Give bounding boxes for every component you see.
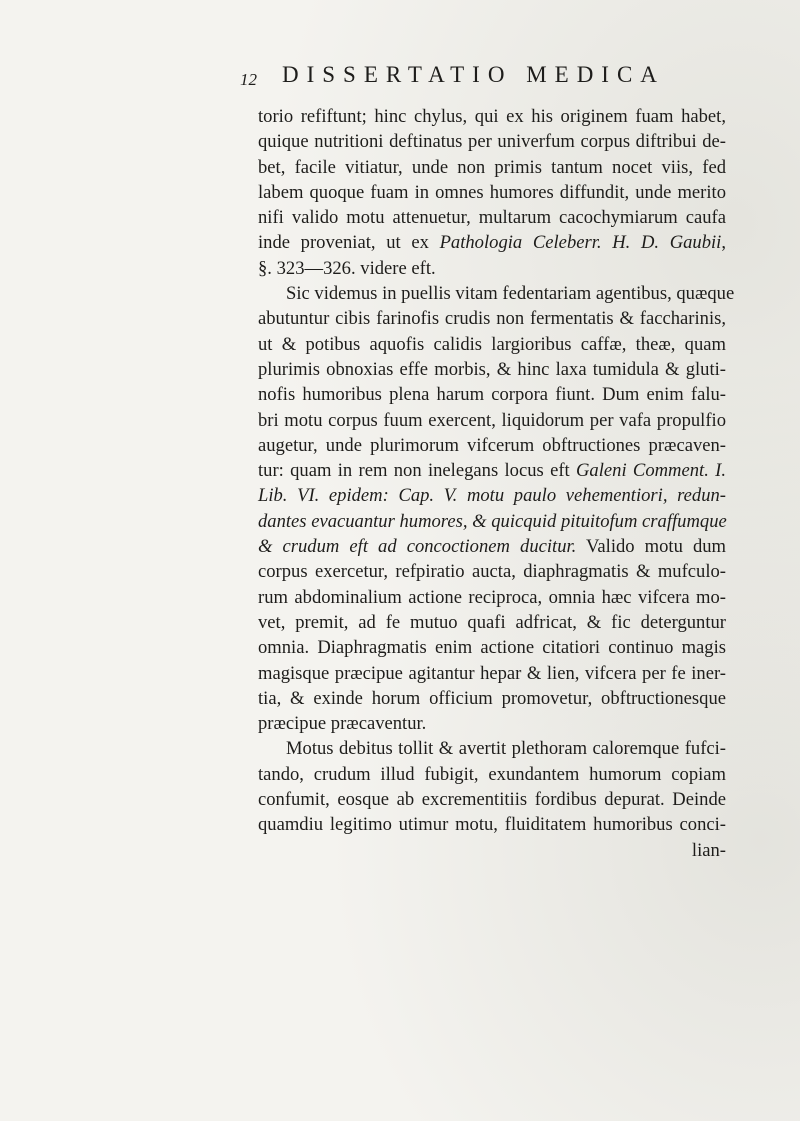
text-segment: labem quoque fuam in omnes humores diffundit, unde merito [258, 181, 726, 203]
text-line [258, 509, 726, 534]
text-line [258, 559, 726, 584]
text-line [258, 256, 726, 281]
text-segment: bet, facile vitiatur, unde non primis tantum nocet viis, fed [258, 156, 726, 178]
text-segment: augetur, unde plurimorum vifcerum obftructiones præcaven- [258, 434, 726, 456]
text-line [258, 534, 726, 559]
text-segment: bri motu corpus fuum exercent, liquidorum per vafa propulfio [258, 409, 726, 431]
text-line [258, 762, 726, 787]
text-segment: corpus exercetur, refpiratio aucta, diaphragmatis & mufculo- [258, 561, 726, 583]
text-line [258, 180, 726, 205]
text-line [258, 306, 726, 331]
text-line [258, 610, 726, 635]
text-line [258, 711, 726, 736]
text-segment: abutuntur cibis farinofis crudis non fermentatis & faccharinis, [258, 308, 726, 330]
text-segment: præcipue præcaventur. [258, 713, 427, 735]
running-title: DISSERTATIO MEDICA [282, 62, 665, 87]
text-line [258, 332, 726, 357]
text-line [258, 382, 726, 407]
text-segment: quamdiu legitimo utimur motu, fluiditatem humoribus conci- [258, 814, 726, 836]
text-segment: inde proveniat, ut ex [258, 232, 440, 254]
text-line [258, 686, 726, 711]
text-segment: magisque præcipue agitantur hepar & lien, vifcera per fe iner- [258, 662, 726, 684]
text-segment: confumit, eosque ab excrementitiis fordibus depurat. Deinde [258, 789, 726, 811]
text-segment: ut & potibus aquofis calidis largioribus caffæ, theæ, quam [258, 333, 726, 355]
page-header [240, 62, 760, 102]
page-number: 12 [240, 70, 257, 89]
text-line [258, 838, 726, 863]
text-segment: torio refiftunt; hinc chylus, qui ex his originem fuam habet, [258, 106, 726, 127]
text-line [258, 155, 726, 180]
italic-text: Lib. VI. epidem: Cap. V. motu paulo vehementiori, redun- [258, 485, 726, 507]
text-segment: quique nutritioni deftinatus per univerfum corpus diftribui de- [258, 131, 726, 153]
text-segment: lian- [691, 839, 726, 861]
text-line [258, 661, 726, 686]
text-segment: Sic videmus in puellis vitam fedentariam agentibus, quæque [286, 283, 735, 305]
text-line [258, 408, 726, 433]
text-line [258, 635, 726, 660]
text-line [258, 812, 726, 837]
text-segment: rum abdominalium actione reciproca, omnia hæc vifcera mo- [258, 586, 726, 608]
text-segment: nofis humoribus plena harum corpora fiunt. Dum enim falu- [258, 384, 726, 406]
text-segment: omnia. Diaphragmatis enim actione citatiori continuo magis [258, 637, 726, 659]
text-line [258, 357, 726, 382]
text-segment: tur: quam in rem non inelegans locus eft [258, 460, 576, 482]
text-line [258, 205, 726, 230]
italic-text: & crudum eft ad concoctionem ducitur. [258, 536, 577, 558]
text-segment: tando, crudum illud fubigit, exundantem humorum copiam [258, 763, 726, 785]
text-line [258, 433, 726, 458]
text-segment: , [721, 232, 727, 254]
text-line [258, 281, 735, 306]
text-line [258, 736, 726, 761]
text-segment: §. 323—326. videre eft. [258, 257, 436, 279]
text-line [258, 787, 726, 812]
body-text [258, 104, 735, 863]
text-segment: nifi valido motu attenuetur, multarum cacochymiarum caufa [258, 207, 726, 229]
text-line [258, 483, 726, 508]
text-line [258, 585, 726, 610]
text-line [258, 230, 726, 255]
text-segment: plurimis obnoxias effe morbis, & hinc laxa tumidula & gluti- [258, 358, 726, 380]
text-segment: tia, & exinde horum officium promovetur, obftructionesque [258, 687, 726, 709]
italic-text: dantes evacuantur humores, & quicquid pituitofum craffumque [258, 510, 727, 532]
text-line [258, 104, 726, 129]
text-line [258, 129, 726, 154]
italic-text: Galeni Comment. I. [576, 460, 726, 482]
italic-text: Pathologia Celeberr. H. D. Gaubii [439, 232, 722, 254]
text-line [258, 458, 726, 483]
text-segment: vet, premit, ad fe mutuo quafi adfricat, & fic deterguntur [258, 611, 726, 633]
text-segment: Motus debitus tollit & avertit plethoram caloremque fufci- [286, 738, 726, 760]
text-segment: Valido motu dum [576, 536, 727, 558]
